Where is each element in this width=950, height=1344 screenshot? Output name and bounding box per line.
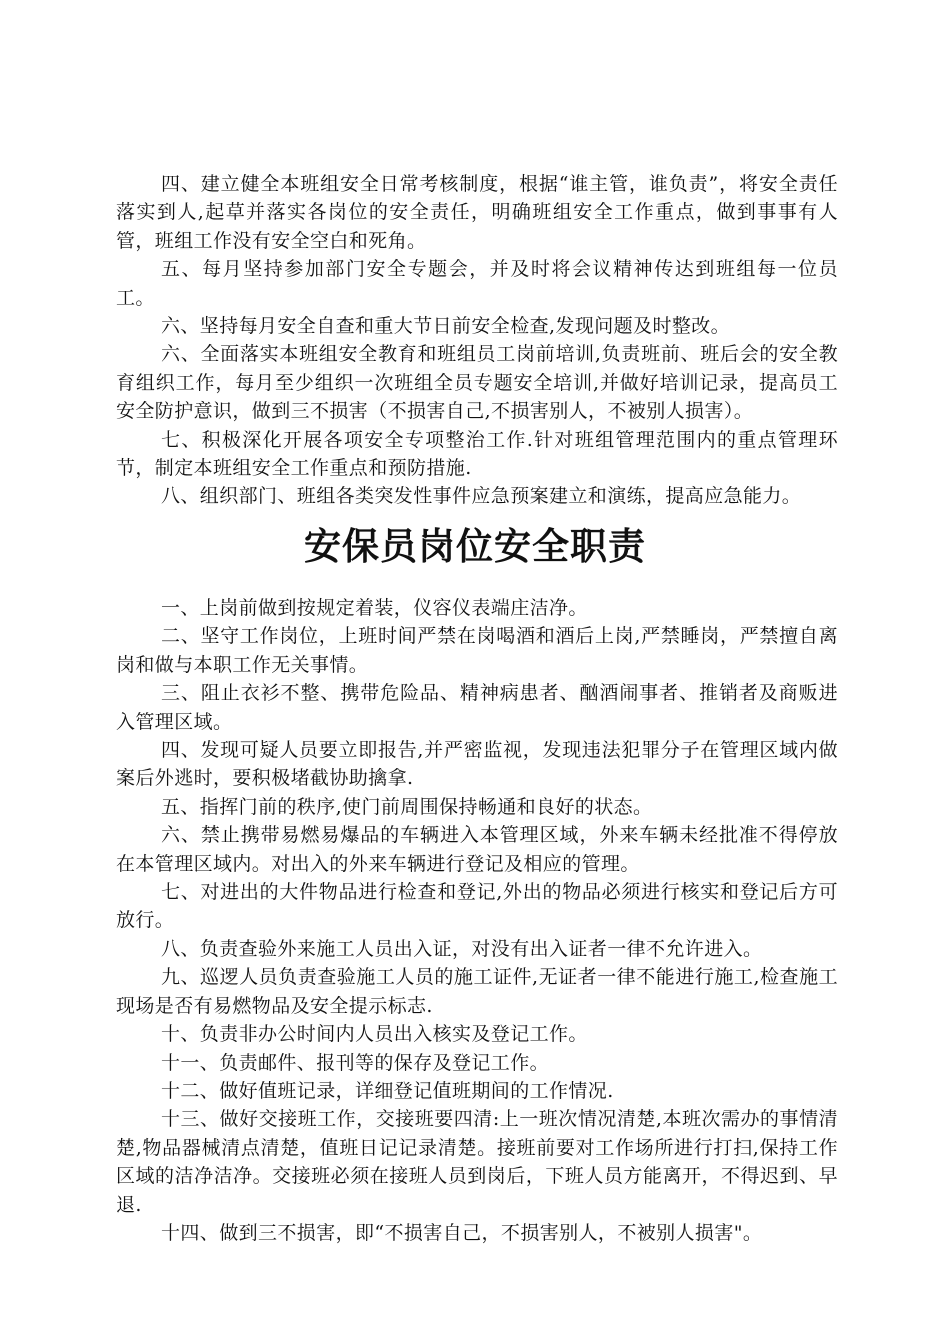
security-guard-duties-section — [116, 594, 838, 1247]
duty-item-2: 二、坚守工作岗位，上班时间严禁在岗喝酒和酒后上岗,严禁睡岗，严禁擅自离岗和做与本职工作无关事情。 — [116, 625, 838, 676]
duty-item-9: 九、巡逻人员负责查验施工人员的施工证件,无证者一律不能进行施工,检查施工现场是否有易燃物品及安全提示标志. — [116, 966, 838, 1017]
page-title: 安保员岗位安全职责 — [304, 525, 646, 568]
duty-item-10: 十、负责非办公时间内人员出入核实及登记工作。 — [161, 1023, 588, 1046]
leader-duties-section — [116, 170, 838, 511]
paragraph-item-5: 五、每月坚持参加部门安全专题会，并及时将会议精神传达到班组每一位员工。 — [116, 258, 838, 309]
duty-item-8: 八、负责查验外来施工人员出入证，对没有出入证者一律不允许进入。 — [161, 937, 763, 960]
paragraph-item-4: 四、建立健全本班组安全日常考核制度，根据“谁主管，谁负责”，将安全责任落实到人,起草并落实各岗位的安全责任，明确班组安全工作重点，做到事事有人管，班组工作没有安全空白和死角。 — [116, 173, 838, 252]
paragraph-item-8: 八、组织部门、班组各类突发性事件应急预案建立和演练，提高应急能力。 — [161, 485, 802, 508]
duty-item-14: 十四、做到三不损害，即“不损害自己，不损害别人，不被别人损害"。 — [161, 1221, 763, 1244]
duty-item-3: 三、阻止衣衫不整、携带危险品、精神病患者、酗酒闹事者、推销者及商贩进入管理区域。 — [116, 682, 838, 733]
paragraph-item-6b: 六、全面落实本班组安全教育和班组员工岗前培训,负责班前、班后会的安全教育组织工作，每月至少组织一次班组全员专题安全培训,并做好培训记录，提高员工安全防护意识，做到三不损害（不损害自己,不损害别人，不被别人损害）。 — [116, 343, 838, 423]
duty-item-6: 六、禁止携带易燃易爆品的车辆进入本管理区域，外来车辆未经批准不得停放在本管理区域内。对出入的外来车辆进行登记及相应的管理。 — [116, 824, 838, 875]
duty-item-4: 四、发现可疑人员要立即报告,并严密监视，发现违法犯罪分子在管理区域内做案后外逃时，要积极堵截协助擒拿. — [116, 739, 838, 790]
duty-item-13: 十三、做好交接班工作，交接班要四清:上一班次情况清楚,本班次需办的事情清楚,物品器械清点清楚，值班日记记录清楚。接班前要对工作场所进行打扫,保持工作区域的洁净洁净。交接班必须在接班人员到岗后，下班人员方能离开，不得迟到、早退. — [116, 1108, 838, 1216]
duty-item-7: 七、对进出的大件物品进行检查和登记,外出的物品必须进行核实和登记后方可放行。 — [116, 881, 838, 932]
duty-item-12: 十二、做好值班记录，详细登记值班期间的工作情况. — [161, 1079, 614, 1102]
paragraph-item-6a: 六、坚持每月安全自查和重大节日前安全检查,发现问题及时整改。 — [161, 315, 731, 338]
duty-item-5: 五、指挥门前的秩序,使门前周围保持畅通和良好的状态。 — [161, 795, 653, 818]
duty-item-1: 一、上岗前做到按规定着装，仪容仪表端庄洁净。 — [161, 597, 588, 619]
duty-item-11: 十一、负责邮件、报刊等的保存及登记工作。 — [161, 1051, 550, 1074]
paragraph-item-7: 七、积极深化开展各项安全专项整治工作.针对班组管理范围内的重点管理环节，制定本班组安全工作重点和预防措施. — [116, 428, 838, 480]
